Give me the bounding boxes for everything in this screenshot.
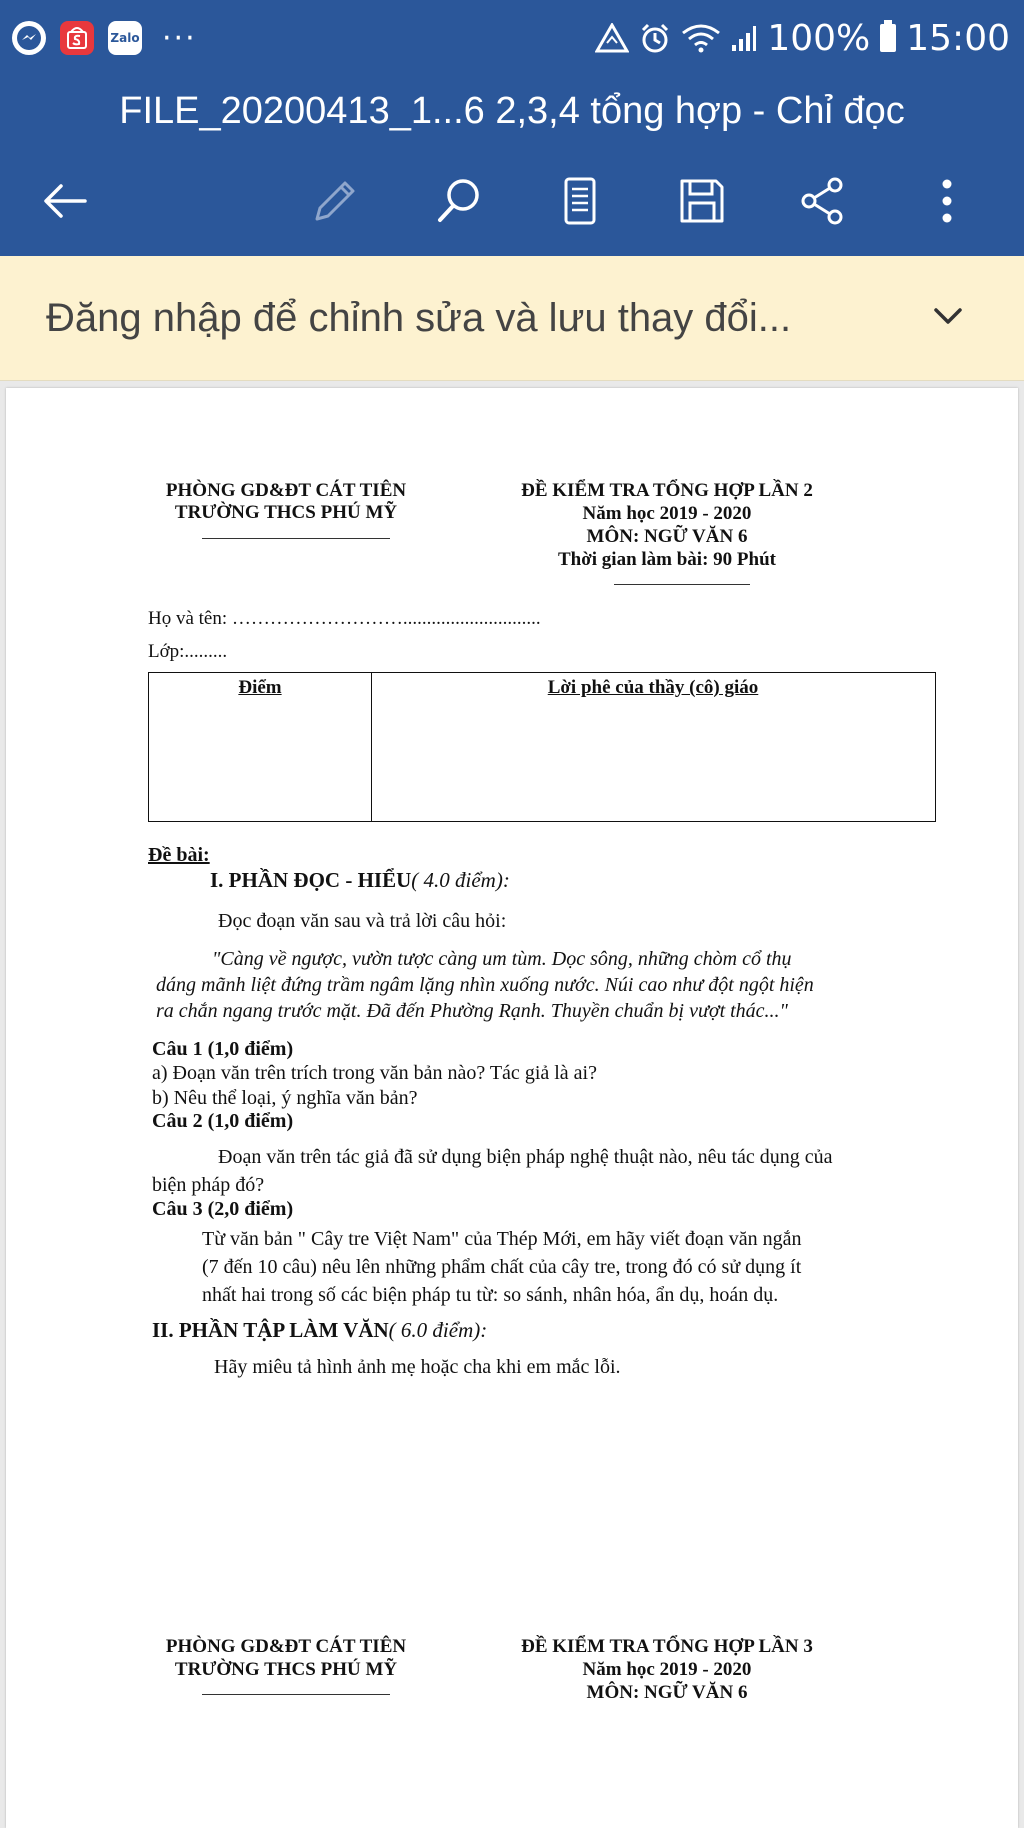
- clock: 15:00: [906, 17, 1010, 59]
- part1-heading: [210, 868, 510, 893]
- question-2-title: Câu 2 (1,0 điểm): [152, 1110, 294, 1132]
- more-options-button[interactable]: [912, 166, 982, 236]
- save-icon: [676, 175, 728, 227]
- share-button[interactable]: [788, 166, 858, 236]
- part2-task: Hãy miêu tả hình ảnh mẹ hoặc cha khi em mắc lỗi.: [214, 1356, 621, 1378]
- question-2-text: biện pháp đó?: [152, 1174, 265, 1196]
- signal-icon: [731, 23, 757, 53]
- exam-duration: Thời gian làm bài: 90 Phút: [558, 549, 776, 570]
- part2-heading: [152, 1318, 487, 1343]
- question-3-title: Câu 3 (2,0 điểm): [152, 1198, 294, 1220]
- school-dept: PHÒNG GD&ĐT CÁT TIÊN: [165, 480, 407, 501]
- question-3-text: (7 đến 10 câu) nêu lên những phẩm chất của cây tre, trong đó có sử dụng ít: [202, 1256, 802, 1278]
- system-status: [595, 18, 1024, 59]
- chevron-down-icon[interactable]: [928, 296, 968, 336]
- school-year: Năm học 2019 - 2020: [582, 503, 752, 524]
- subject: MÔN: NGỮ VĂN 6: [586, 1682, 748, 1703]
- document-title: FILE_20200413_1...6 2,3,4 tổng hợp - Chỉ đọc: [0, 76, 1024, 146]
- document-page[interactable]: [6, 388, 1018, 1828]
- save-button[interactable]: [667, 166, 737, 236]
- back-button[interactable]: [30, 166, 100, 236]
- exam-title: ĐỀ KIỂM TRA TỔNG HỢP LẦN 2: [521, 480, 813, 501]
- alarm-icon: [639, 22, 671, 54]
- subject: MÔN: NGỮ VĂN 6: [586, 526, 748, 547]
- comment-column-header: Lời phê của thầy (cô) giáo: [547, 677, 759, 698]
- notification-icons: [0, 21, 197, 56]
- student-name-line: Họ và tên: ……………………….............................: [148, 608, 541, 629]
- back-arrow-icon: [39, 175, 91, 227]
- sign-in-banner-text[interactable]: Đăng nhập để chỉnh sửa và lưu thay đổi...: [46, 295, 792, 340]
- more-notifications-icon: ···: [162, 20, 197, 56]
- exam-title: ĐỀ KIỂM TRA TỔNG HỢP LẦN 3: [521, 1636, 813, 1657]
- question-1a: a) Đoạn văn trên trích trong văn bản nào? Tác giả là ai?: [152, 1062, 597, 1084]
- search-icon: [433, 175, 485, 227]
- data-saver-icon: [595, 23, 629, 53]
- question-1-title: Câu 1 (1,0 điểm): [152, 1038, 294, 1060]
- quote-line: "Càng về ngược, vườn tược càng um tùm. Dọc sông, những chòm cổ thụ: [212, 948, 792, 970]
- question-1b: b) Nêu thể loại, ý nghĩa văn bản?: [152, 1087, 418, 1109]
- de-bai-heading: Đề bài:: [148, 844, 210, 866]
- shopee-icon: [60, 21, 94, 55]
- score-column-header: Điểm: [238, 677, 282, 698]
- part2-points: ( 6.0 điểm):: [388, 1318, 488, 1342]
- quote-line: ra chắn ngang trước mặt. Đã đến Phường Rạnh. Thuyền chuẩn bị vượt thác...": [156, 1000, 788, 1022]
- status-bar: [0, 0, 1024, 76]
- divider: [202, 1694, 390, 1695]
- quote-line: dáng mãnh liệt đứng trầm ngâm lặng nhìn xuống nước. Núi cao như đột ngột hiện: [156, 974, 814, 996]
- school-year: Năm học 2019 - 2020: [582, 1659, 752, 1680]
- battery-icon: [880, 24, 896, 52]
- part2-title: II. PHẦN TẬP LÀM VĂN: [152, 1318, 389, 1342]
- share-icon: [797, 175, 849, 227]
- edit-button[interactable]: [300, 166, 370, 236]
- part1-title: I. PHẦN ĐỌC - HIỂU: [210, 868, 412, 892]
- reading-view-button[interactable]: [545, 166, 615, 236]
- question-3-text: Từ văn bản " Cây tre Việt Nam" của Thép Mới, em hãy viết đoạn văn ngắn: [202, 1228, 802, 1250]
- question-3-text: nhất hai trong số các biện pháp tu từ: so sánh, nhân hóa, ẩn dụ, hoán dụ.: [202, 1284, 779, 1306]
- score-table: [148, 672, 936, 822]
- divider: [614, 584, 750, 585]
- divider: [202, 538, 390, 539]
- more-options-icon: [921, 175, 973, 227]
- battery-percent: 100%: [767, 17, 871, 59]
- school-dept: PHÒNG GD&ĐT CÁT TIÊN: [165, 1636, 407, 1657]
- toolbar: [0, 146, 1024, 256]
- reading-view-icon: [554, 175, 606, 227]
- instruction: Đọc đoạn văn sau và trả lời câu hỏi:: [218, 910, 507, 932]
- zalo-icon: Zalo: [108, 21, 142, 55]
- messenger-icon: [12, 21, 46, 55]
- school-name: TRƯỜNG THCS PHÚ MỸ: [174, 1659, 398, 1680]
- school-name: TRƯỜNG THCS PHÚ MỸ: [174, 502, 398, 523]
- sign-in-banner[interactable]: [0, 256, 1024, 381]
- class-line: Lớp:.........: [148, 641, 228, 662]
- search-button[interactable]: [424, 166, 494, 236]
- part1-points: ( 4.0 điểm):: [411, 868, 510, 892]
- wifi-icon: [681, 23, 721, 53]
- pencil-icon: [309, 175, 361, 227]
- question-2-text: Đoạn văn trên tác giả đã sử dụng biện pháp nghệ thuật nào, nêu tác dụng của: [218, 1146, 833, 1168]
